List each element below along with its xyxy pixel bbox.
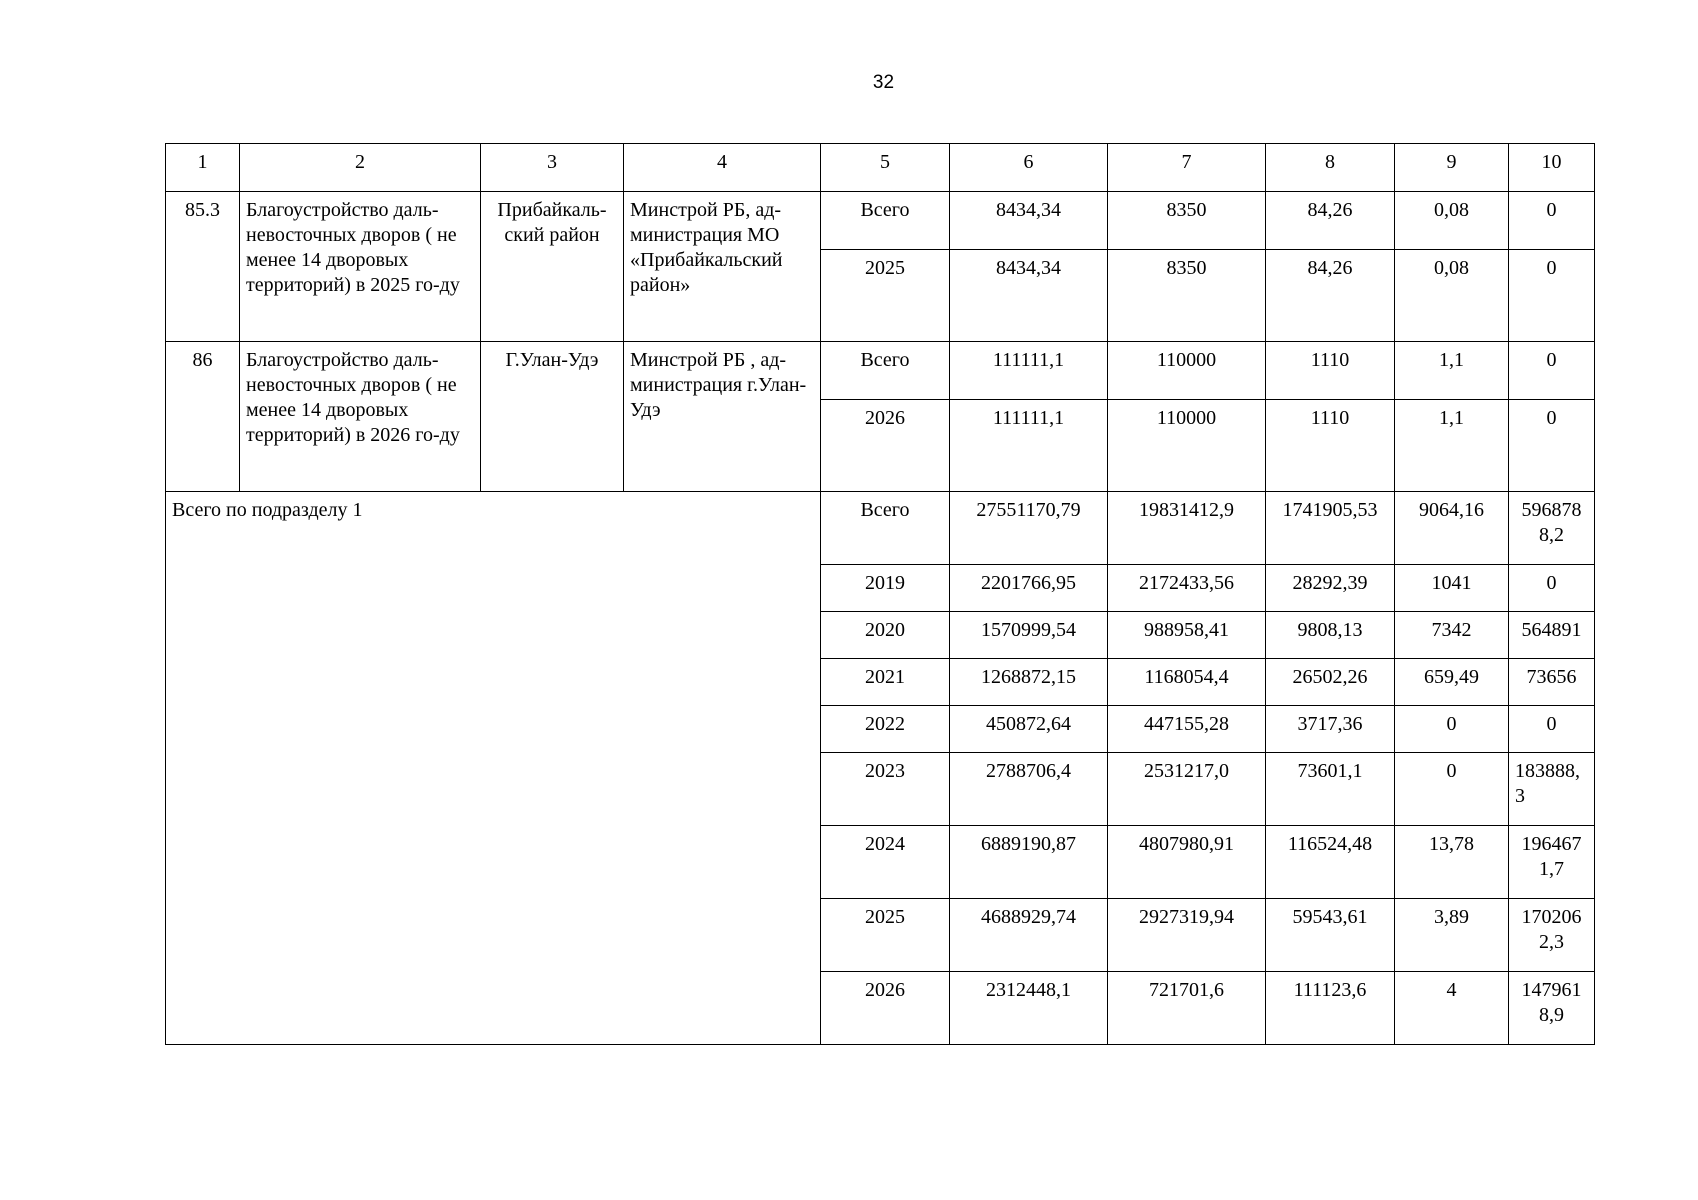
value-cell: 8350 (1108, 192, 1266, 250)
value-cell: 564891 (1509, 612, 1595, 659)
period-cell: Всего (821, 342, 950, 400)
value-cell: 84,26 (1266, 250, 1395, 342)
value-cell: 111111,1 (950, 342, 1108, 400)
value-cell: 0,08 (1395, 192, 1509, 250)
header-cell: 4 (624, 144, 821, 192)
value-cell: 111111,1 (950, 400, 1108, 492)
value-cell: 4 (1395, 972, 1509, 1045)
item-location: Прибайкаль-ский район (481, 192, 624, 342)
value-cell: 1479618,9 (1509, 972, 1595, 1045)
value-cell: 447155,28 (1108, 706, 1266, 753)
value-cell: 0 (1509, 192, 1595, 250)
value-cell: 5968788,2 (1509, 492, 1595, 565)
value-cell: 73656 (1509, 659, 1595, 706)
period-cell: Всего (821, 492, 950, 565)
budget-table (165, 143, 1595, 1045)
item-name: Благоустройство даль-невосточных дворов ( не менее 14 дворовых территорий) в 2026 го-ду (240, 342, 481, 492)
value-cell: 4807980,91 (1108, 826, 1266, 899)
value-cell: 59543,61 (1266, 899, 1395, 972)
period-cell: 2020 (821, 612, 950, 659)
period-cell: 2024 (821, 826, 950, 899)
value-cell: 111123,6 (1266, 972, 1395, 1045)
value-cell: 28292,39 (1266, 565, 1395, 612)
value-cell: 2927319,94 (1108, 899, 1266, 972)
value-cell: 1,1 (1395, 342, 1509, 400)
value-cell: 0 (1509, 250, 1595, 342)
table-row (166, 192, 1595, 250)
header-cell: 7 (1108, 144, 1266, 192)
value-cell: 116524,48 (1266, 826, 1395, 899)
value-cell: 3,89 (1395, 899, 1509, 972)
value-cell: 8350 (1108, 250, 1266, 342)
value-cell: 8434,34 (950, 192, 1108, 250)
value-cell: 2201766,95 (950, 565, 1108, 612)
value-cell: 2788706,4 (950, 753, 1108, 826)
value-cell: 183888,3 (1509, 753, 1595, 826)
value-cell: 659,49 (1395, 659, 1509, 706)
value-cell: 2531217,0 (1108, 753, 1266, 826)
value-cell: 1964671,7 (1509, 826, 1595, 899)
value-cell: 1570999,54 (950, 612, 1108, 659)
value-cell: 13,78 (1395, 826, 1509, 899)
value-cell: 110000 (1108, 342, 1266, 400)
value-cell: 450872,64 (950, 706, 1108, 753)
value-cell: 721701,6 (1108, 972, 1266, 1045)
value-cell: 1110 (1266, 400, 1395, 492)
header-cell: 9 (1395, 144, 1509, 192)
period-cell: 2026 (821, 400, 950, 492)
value-cell: 1041 (1395, 565, 1509, 612)
item-number: 86 (166, 342, 240, 492)
period-cell: 2025 (821, 250, 950, 342)
table-row (166, 342, 1595, 400)
value-cell: 6889190,87 (950, 826, 1108, 899)
value-cell: 3717,36 (1266, 706, 1395, 753)
period-cell: 2019 (821, 565, 950, 612)
value-cell: 84,26 (1266, 192, 1395, 250)
subtotal-row (166, 492, 1595, 565)
period-cell: Всего (821, 192, 950, 250)
value-cell: 26502,26 (1266, 659, 1395, 706)
value-cell: 0 (1509, 706, 1595, 753)
value-cell: 0 (1509, 565, 1595, 612)
value-cell: 988958,41 (1108, 612, 1266, 659)
value-cell: 19831412,9 (1108, 492, 1266, 565)
value-cell: 0 (1509, 400, 1595, 492)
period-cell: 2023 (821, 753, 950, 826)
period-cell: 2026 (821, 972, 950, 1045)
value-cell: 1110 (1266, 342, 1395, 400)
item-executor: Минстрой РБ, ад-министрация МО «Прибайкальский район» (624, 192, 821, 342)
value-cell: 9064,16 (1395, 492, 1509, 565)
item-location: Г.Улан-Удэ (481, 342, 624, 492)
value-cell: 0,08 (1395, 250, 1509, 342)
header-cell: 1 (166, 144, 240, 192)
value-cell: 0 (1395, 753, 1509, 826)
item-number: 85.3 (166, 192, 240, 342)
value-cell: 27551170,79 (950, 492, 1108, 565)
item-executor: Минстрой РБ , ад-министрация г.Улан-Удэ (624, 342, 821, 492)
value-cell: 1741905,53 (1266, 492, 1395, 565)
header-cell: 10 (1509, 144, 1595, 192)
header-cell: 8 (1266, 144, 1395, 192)
value-cell: 0 (1509, 342, 1595, 400)
value-cell: 1168054,4 (1108, 659, 1266, 706)
period-cell: 2025 (821, 899, 950, 972)
period-cell: 2021 (821, 659, 950, 706)
value-cell: 110000 (1108, 400, 1266, 492)
value-cell: 1268872,15 (950, 659, 1108, 706)
value-cell: 1702062,3 (1509, 899, 1595, 972)
header-cell: 5 (821, 144, 950, 192)
period-cell: 2022 (821, 706, 950, 753)
value-cell: 2172433,56 (1108, 565, 1266, 612)
header-row (166, 144, 1595, 192)
page-number: 32 (872, 72, 895, 93)
header-cell: 6 (950, 144, 1108, 192)
value-cell: 4688929,74 (950, 899, 1108, 972)
value-cell: 1,1 (1395, 400, 1509, 492)
value-cell: 8434,34 (950, 250, 1108, 342)
header-cell: 2 (240, 144, 481, 192)
value-cell: 9808,13 (1266, 612, 1395, 659)
subtotal-label: Всего по подразделу 1 (166, 492, 821, 1045)
item-name: Благоустройство даль-невосточных дворов ( не менее 14 дворовых территорий) в 2025 го-ду (240, 192, 481, 342)
value-cell: 7342 (1395, 612, 1509, 659)
value-cell: 73601,1 (1266, 753, 1395, 826)
value-cell: 0 (1395, 706, 1509, 753)
value-cell: 2312448,1 (950, 972, 1108, 1045)
header-cell: 3 (481, 144, 624, 192)
